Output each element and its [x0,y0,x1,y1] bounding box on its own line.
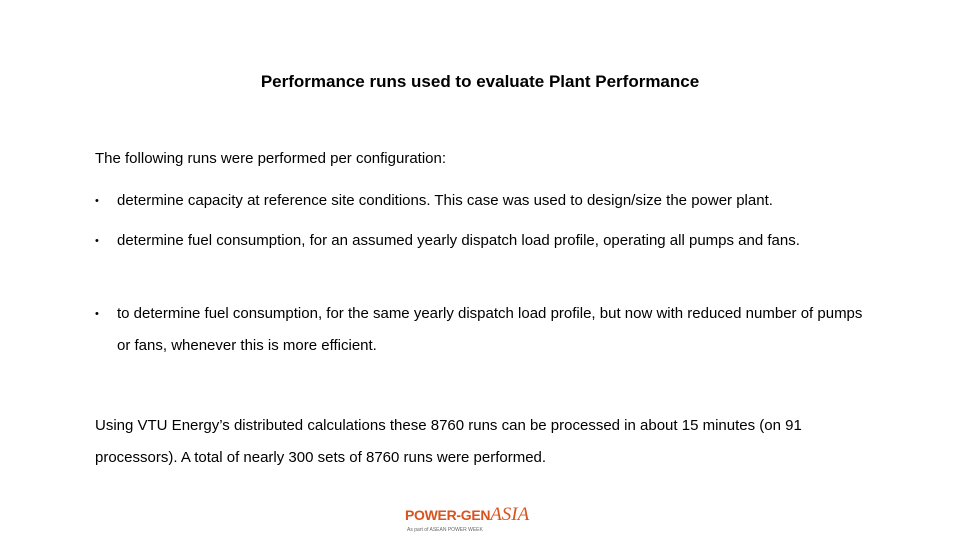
bullet-text: determine fuel consumption, for an assumed yearly dispatch load profile, operating all pumps and fans. [117,232,800,249]
logo-asia-text: ASIA [490,504,530,525]
bullet-icon: • [95,308,99,320]
intro-text: The following runs were performed per configuration: [95,150,447,167]
logo-power-gen-text: POWER-GEN [405,507,491,523]
bullet-text: to determine fuel consumption, for the same yearly dispatch load profile, but now with reduced number of pumps or fans, whenever this is more efficient. [117,305,863,354]
bullet-item [95,298,865,362]
bullet-icon: • [95,235,99,247]
power-gen-asia-logo [405,500,555,538]
bullet-item [95,185,865,217]
slide-title: Performance runs used to evaluate Plant Performance [260,72,700,91]
bullet-item [95,225,865,257]
logo-tagline: As part of ASEAN POWER WEEK [407,527,483,533]
bullet-text: determine capacity at reference site conditions. This case was used to design/size the power plant. [117,192,773,209]
bullet-icon: • [95,195,99,207]
closing-paragraph: Using VTU Energy’s distributed calculations these 8760 runs can be processed in about 15 minutes (on 91 processors). A total of nearly 300 sets of 8760 runs were performed. [95,417,802,466]
logo-wordmark [405,504,529,526]
